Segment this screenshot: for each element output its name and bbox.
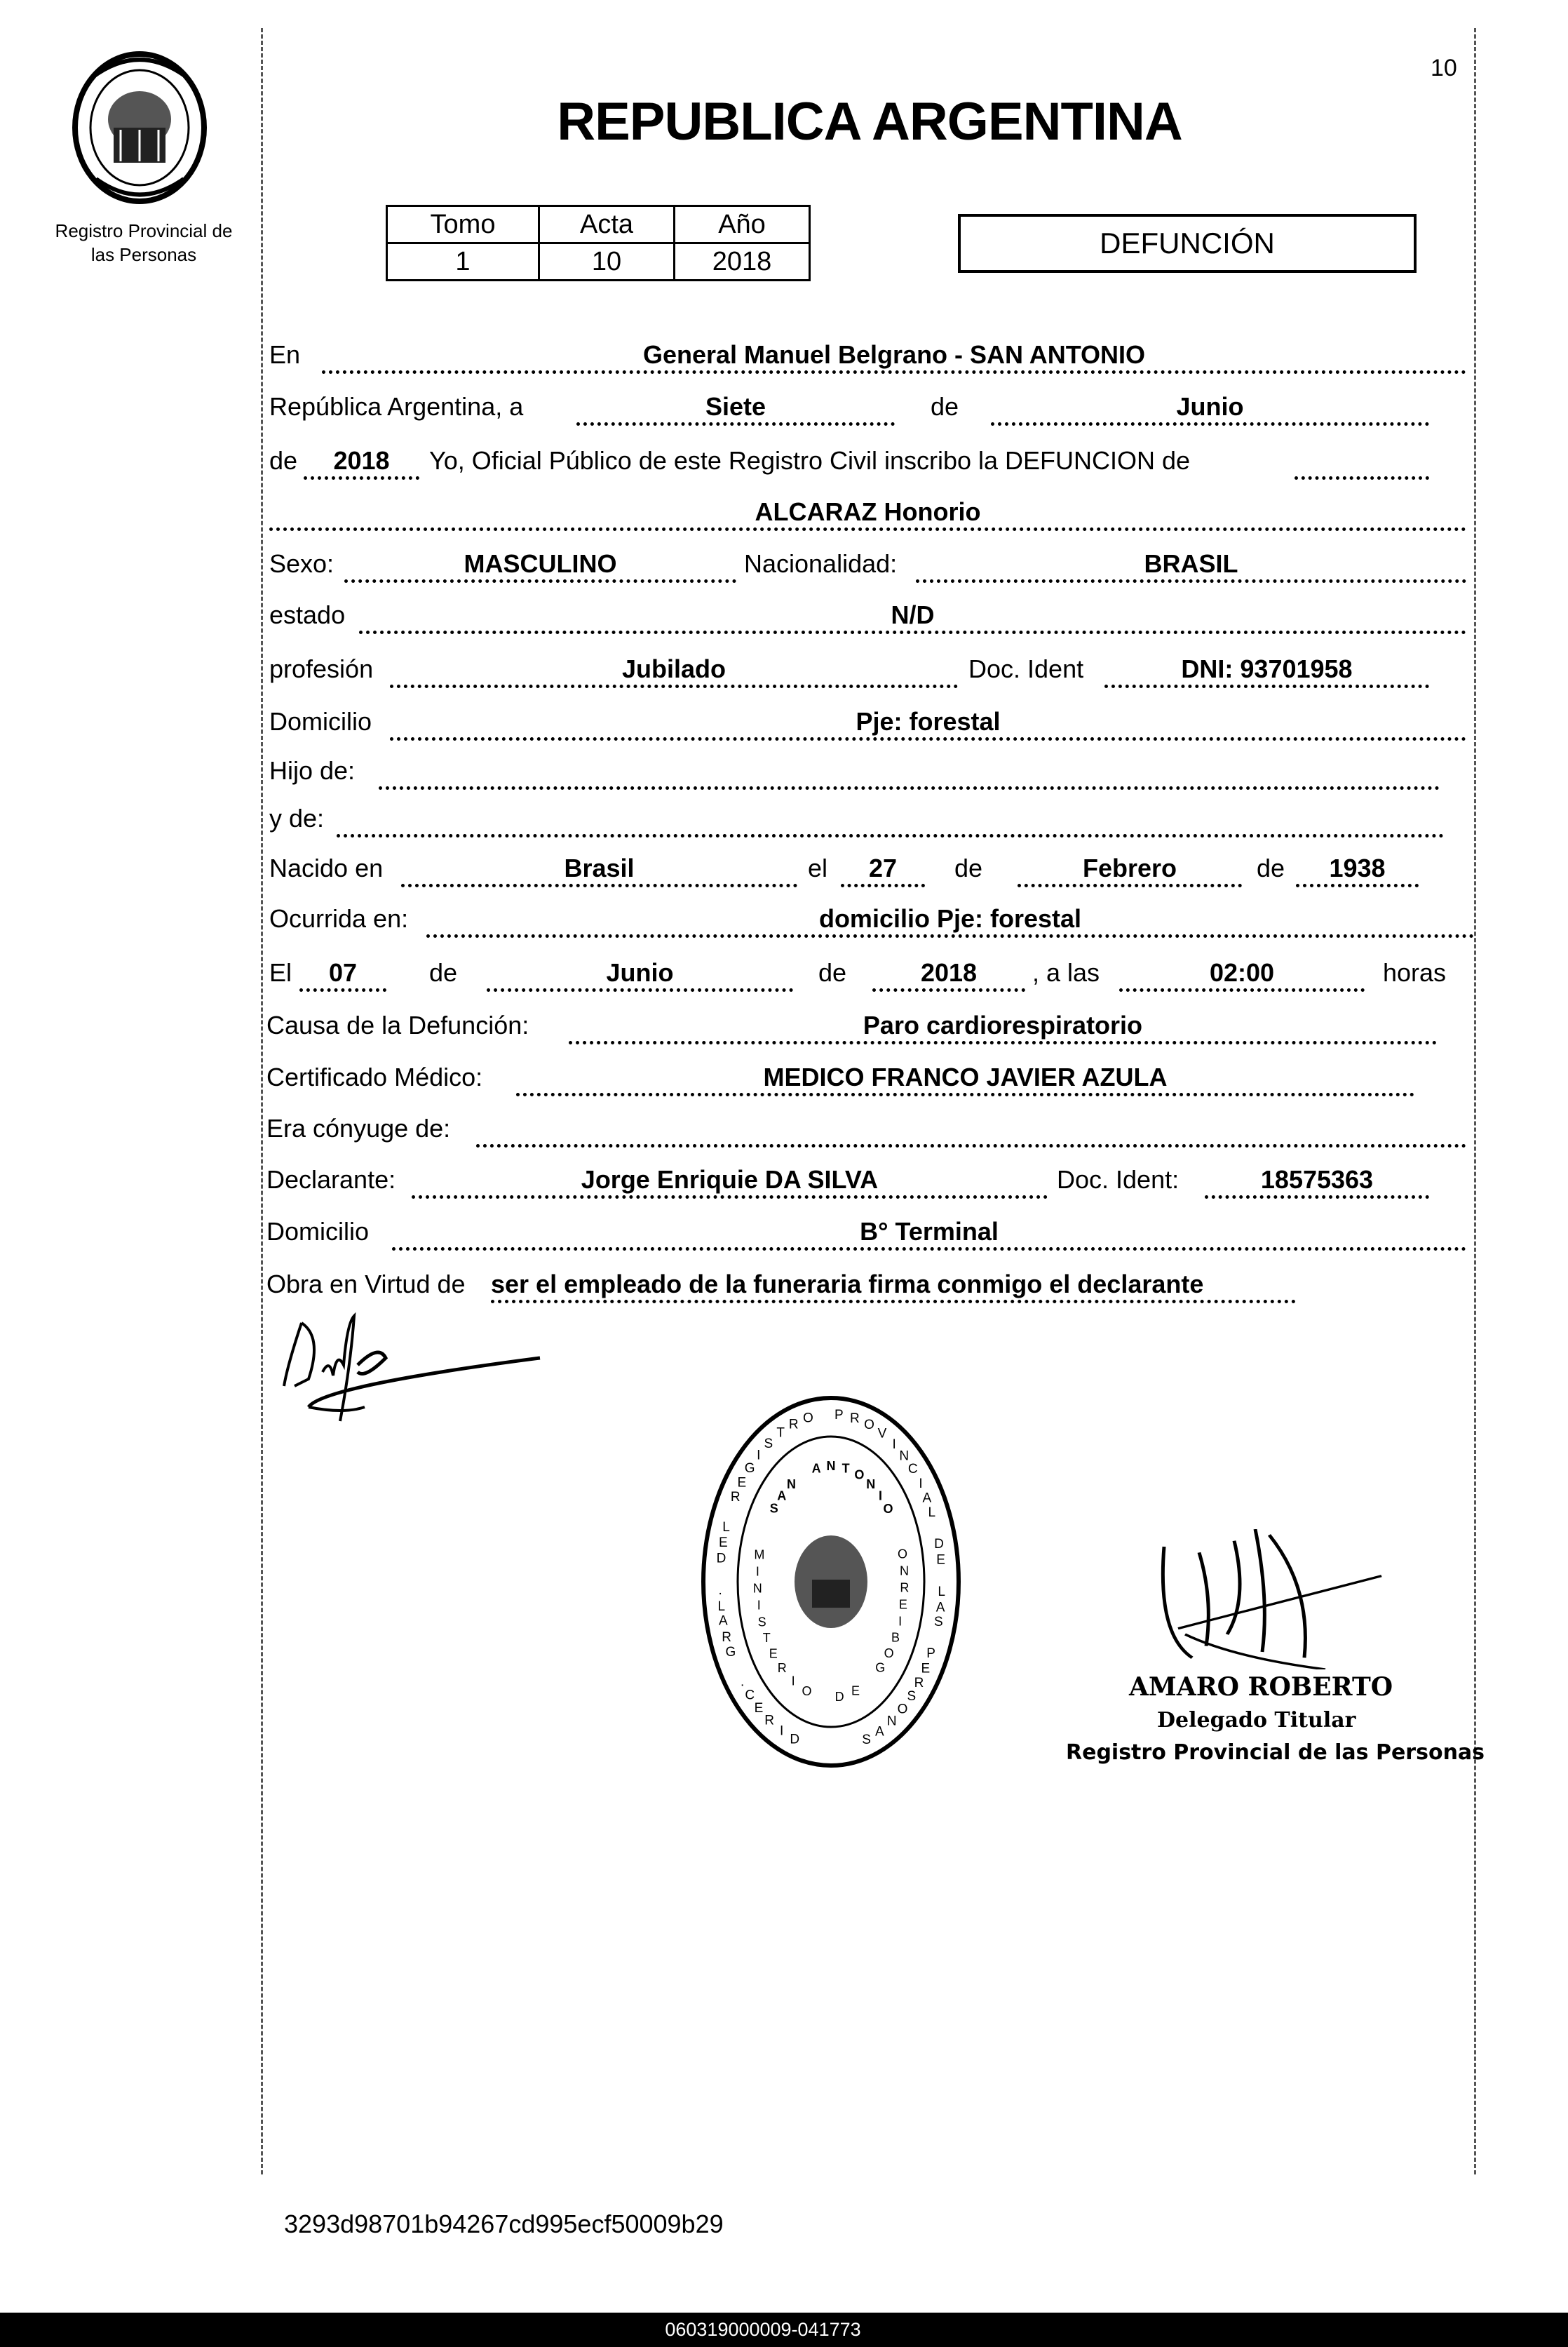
seal-letter: D [934,1537,944,1552]
declarant-signature [281,1309,547,1428]
seal-letter: O [864,1418,874,1433]
seal-letter: I [898,1614,903,1629]
field-father [379,755,1440,790]
seal-letter: A [935,1600,945,1615]
field-deceased-name: ALCARAZ Honorio [269,497,1466,531]
seal-letter: I [755,1564,759,1579]
row-fecha [0,391,1568,426]
seal-letter: N [900,1563,909,1578]
row-conyuge [0,1113,1568,1148]
seal-letter: E [737,1475,747,1491]
seal-letter: L [928,1505,936,1520]
seal-letter: O [883,1501,893,1516]
field-reason: ser el empleado de la funeraria firma conmigo el declarante [491,1269,1296,1303]
seal-letter: L [722,1520,730,1535]
registry-name [21,219,266,267]
field-declarant-doc: 18575363 [1205,1164,1429,1199]
acta-table [386,205,811,281]
row-domicilio [0,706,1568,741]
row-declarante [0,1164,1568,1199]
seal-letter: O [803,1411,813,1426]
inscription-text: Yo, Oficial Público de este Registro Civil inscribo la DEFUNCION de [429,446,1191,475]
field-declarant: Jorge Enriquie DA SILVA [412,1164,1048,1199]
seal-letter: N [899,1448,910,1464]
label-de: de [429,958,458,987]
seal-letter: A [777,1488,787,1503]
seal-letter: O [854,1467,865,1482]
label-domicilio: Domicilio [269,707,372,736]
seal-letter: L [938,1585,945,1599]
field-doc-ident: DNI: 93701958 [1104,654,1429,688]
row-sexo [0,549,1568,584]
seal-letter: N [787,1477,796,1491]
seal-letter: B [891,1630,900,1645]
seal-letter: A [719,1613,728,1629]
officer-name: AMARO ROBERTO [1129,1672,1393,1702]
officer-role: Delegado Titular [1157,1708,1356,1733]
row-obra [0,1269,1568,1304]
row-ocurrida [0,903,1568,939]
seal-letter: A [811,1461,821,1476]
seal-letter: D [834,1689,844,1704]
label-nacido: Nacido en [269,854,384,882]
field-sex: MASCULINO [344,549,736,583]
province-coat-of-arms-logo [65,49,215,207]
seal-letter: E [769,1646,778,1661]
row-y-de [0,803,1568,838]
registry-name-line2: las Personas [90,244,197,265]
seal-letter: D [716,1551,726,1566]
seal-letter: R [900,1580,910,1595]
field-birth-day: 27 [841,853,925,887]
seal-letter: C [745,1688,755,1703]
label-conyuge: Era cónyuge de: [266,1114,451,1143]
label-hijo-de: Hijo de: [269,756,356,785]
officer-signature [1150,1529,1431,1669]
label-de: de [269,446,298,475]
seal-letter: E [754,1701,764,1716]
seal-letter: R [764,1713,774,1728]
field-cause: Paro cardiorespiratorio [569,1010,1437,1044]
value-ano: 2018 [675,243,810,281]
seal-letter: E [718,1535,728,1551]
seal-letter: O [897,1547,908,1561]
seal-letter: R [722,1630,731,1646]
label-estado: estado [269,600,346,629]
seal-letter: R [914,1676,924,1691]
label-de: de [931,392,959,421]
field-blank [1295,445,1429,480]
row-certificado [0,1062,1568,1097]
seal-letter: M [754,1547,765,1562]
acta-table-header [387,206,810,243]
seal-letter: I [878,1488,883,1503]
field-death-month: Junio [487,957,793,992]
label-causa: Causa de la Defunción: [266,1011,529,1040]
field-place: General Manuel Belgrano - SAN ANTONIO [322,339,1466,374]
seal-letter: A [922,1491,932,1506]
seal-letter: G [875,1660,886,1675]
field-year: 2018 [304,445,419,480]
label-republica: República Argentina, a [269,392,524,421]
label-y-de: y de: [269,804,325,833]
label-certificado: Certificado Médico: [266,1063,483,1091]
seal-letter: L [717,1599,726,1614]
field-address: Pje: forestal [390,706,1466,741]
row-fecha-defuncion [0,957,1568,993]
barcode-id: 060319000009-041773 [665,2319,861,2340]
barcode-bar [0,2313,1568,2347]
field-birth-place: Brasil [401,853,797,887]
field-birth-month: Febrero [1018,853,1242,887]
seal-inner-top-text [770,1459,893,1516]
seal-letter: N [866,1477,876,1492]
registry-name-line1: Registro Provincial de [55,220,233,241]
seal-letter: S [933,1615,943,1630]
field-spouse [476,1113,1466,1148]
seal-letter: S [757,1615,766,1629]
seal-letter: R [730,1490,741,1505]
acta-table-values [387,243,810,281]
field-death-place: domicilio Pje: forestal [426,903,1474,938]
seal-letter: I [757,1598,761,1613]
label-horas: horas [1383,958,1447,987]
header-acta: Acta [539,206,675,243]
seal-letter: D [790,1732,800,1747]
seal-letter: S [907,1689,917,1704]
field-death-year: 2018 [872,957,1025,992]
seal-letter: S [769,1501,778,1516]
page-number: 10 [1431,55,1457,81]
seal-letter: A [874,1724,884,1740]
field-declarant-address: B° Terminal [392,1216,1466,1251]
seal-letter: S [764,1437,773,1452]
seal-letter: E [921,1661,931,1676]
officer-org: Registro Provincial de las Personas [1066,1740,1485,1765]
row-en [0,339,1568,375]
row-estado [0,600,1568,635]
field-marital-status: N/D [359,600,1466,634]
field-nationality: BRASIL [916,549,1466,583]
seal-letter: E [898,1597,907,1612]
seal-letter: I [919,1476,923,1491]
seal-letter: O [897,1702,908,1717]
seal-letter: I [757,1448,761,1463]
seal-letter: C [907,1462,918,1477]
seal-letter: N [886,1714,897,1729]
label-doc-ident: Doc. Ident: [1057,1165,1180,1194]
field-mother [337,803,1444,838]
row-domicilio-declarante [0,1216,1568,1251]
seal-letter: T [776,1425,785,1441]
seal-letter: I [779,1723,784,1739]
label-a-las: , a las [1032,958,1100,987]
seal-letter: P [926,1646,935,1661]
seal-letter: . [718,1583,722,1599]
seal-letter: . [741,1674,745,1690]
field-profession: Jubilado [390,654,958,688]
seal-letter: R [788,1417,799,1432]
value-acta: 10 [539,243,675,281]
field-month: Junio [991,391,1429,426]
seal-letter: T [762,1631,771,1646]
seal-letter: N [826,1459,836,1473]
label-en: En [269,340,301,369]
field-medical-certificate: MEDICO FRANCO JAVIER AZULA [516,1062,1414,1096]
row-hijo-de [0,755,1568,791]
header-ano: Año [675,206,810,243]
field-birth-year: 1938 [1296,853,1419,887]
seal-letter: O [802,1683,812,1698]
label-de: de [1257,854,1285,882]
seal-letter: S [862,1733,871,1747]
seal-letter: R [850,1411,860,1426]
document-hash: 3293d98701b94267cd995ecf50009b29 [284,2210,724,2238]
page-title: REPUBLICA ARGENTINA [557,92,1182,152]
seal-letter: E [936,1552,945,1568]
row-inscripcion [0,445,1568,480]
seal-letter: V [877,1426,887,1441]
field-death-day: 07 [299,957,386,992]
record-type-box: DEFUNCIÓN [958,214,1417,273]
value-tomo: 1 [387,243,539,281]
row-nacido [0,853,1568,888]
label-domicilio: Domicilio [266,1217,370,1246]
seal-letter: T [842,1461,850,1476]
label-obra: Obra en Virtud de [266,1270,466,1298]
label-el: El [269,958,292,987]
seal-letter: R [777,1661,787,1676]
label-el: el [808,854,828,882]
seal-letter: N [752,1581,762,1596]
seal-letter: O [884,1646,894,1660]
label-doc-ident: Doc. Ident [968,654,1084,683]
label-de: de [818,958,847,987]
row-nombre [0,497,1568,532]
seal-emblem [795,1535,867,1628]
row-causa [0,1010,1568,1045]
label-nationality: Nacionalidad: [744,549,898,578]
field-day: Siete [576,391,895,426]
seal-letter: I [892,1437,896,1453]
label-declarante: Declarante: [266,1165,396,1194]
field-death-time: 02:00 [1119,957,1365,992]
seal-letter: G [725,1645,736,1660]
header-tomo: Tomo [387,206,539,243]
label-sexo: Sexo: [269,549,334,578]
label-ocurrida: Ocurrida en: [269,904,409,933]
seal-letter: I [791,1674,795,1688]
seal-letter: G [744,1460,755,1476]
label-profesion: profesión [269,654,374,683]
seal-letter: P [834,1408,844,1423]
registry-seal [701,1396,961,1768]
row-profesion [0,654,1568,689]
seal-letter: E [851,1683,860,1698]
label-de: de [954,854,983,882]
